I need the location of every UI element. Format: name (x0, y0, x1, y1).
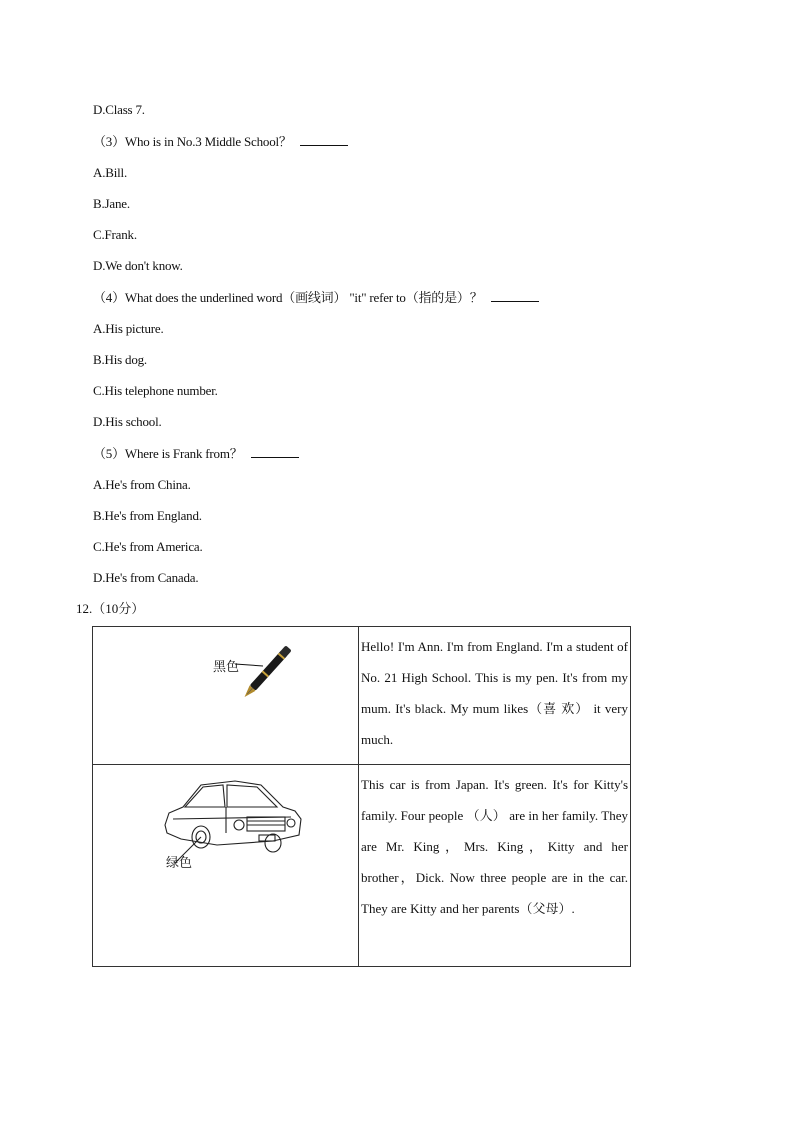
q4-option-d: D.His school. (93, 414, 162, 429)
pen-icon (223, 633, 313, 703)
q3-stem (93, 133, 348, 150)
text-cell: This car is from Japan. It's green. It's for Kitty's family. Four people （人） are in her family. They are Mr. King，Mrs. King，Kitty and her brother，Dick. Now three people are in the car. They are Kitty and her parents（父母）. (359, 765, 631, 967)
image-cell (93, 627, 359, 765)
image-cell (93, 765, 359, 967)
q2-option-d: D.Class 7. (93, 102, 145, 117)
q4-option-b: B.His dog. (93, 352, 147, 367)
answer-blank[interactable] (251, 445, 299, 458)
text-cell: Hello! I'm Ann. I'm from England. I'm a student of No. 21 High School. This is my pen. It's from my mum. It's black. My mum likes（喜 欢） it very much. (359, 627, 631, 765)
q5-option-c: C.He's from America. (93, 539, 203, 554)
answer-blank[interactable] (491, 289, 539, 302)
q5-stem-text: （5）Where is Frank from？ (93, 446, 243, 461)
q3-option-c: C.Frank. (93, 227, 137, 242)
question-12-table (92, 626, 631, 967)
answer-blank[interactable] (300, 133, 348, 146)
q5-option-a: A.He's from China. (93, 477, 191, 492)
table-row (93, 765, 631, 967)
table-row (93, 627, 631, 765)
q4-stem (93, 289, 539, 306)
q4-option-a: A.His picture. (93, 321, 164, 336)
question-12-number: 12.（10分） (76, 601, 145, 616)
q5-stem (93, 445, 299, 462)
q3-option-a: A.Bill. (93, 165, 127, 180)
q3-option-b: B.Jane. (93, 196, 130, 211)
q5-option-b: B.He's from England. (93, 508, 202, 523)
q4-stem-text: （4）What does the underlined word（画线词） "it" refer to（指的是）？ (93, 290, 483, 305)
q3-stem-text: （3）Who is in No.3 Middle School？ (93, 134, 292, 149)
q4-option-c: C.His telephone number. (93, 383, 218, 398)
q3-option-d: D.We don't know. (93, 258, 183, 273)
color-label-black: 黑色 (213, 660, 240, 675)
q5-option-d: D.He's from Canada. (93, 570, 199, 585)
color-label-green: 绿色 (166, 856, 193, 871)
